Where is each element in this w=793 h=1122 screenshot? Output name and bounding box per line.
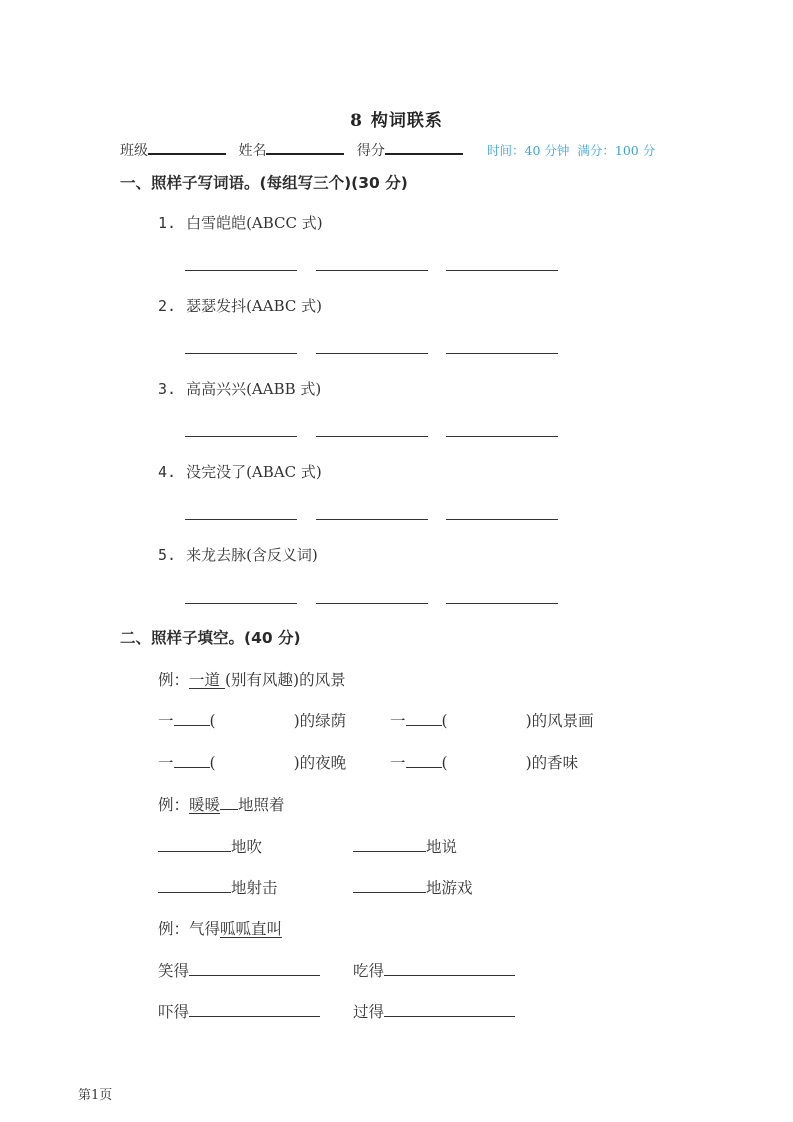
item-index: 1. (158, 214, 177, 232)
fill-item (158, 876, 278, 898)
example-lead: 气得 (189, 920, 221, 938)
example-suffix: 的风景 (299, 671, 346, 689)
open-paren: ( (209, 712, 216, 730)
lesson-title: 构词联系 (370, 111, 443, 131)
answer-line[interactable] (316, 436, 428, 437)
fill-suffix: 地游戏 (426, 879, 473, 897)
fill-blank[interactable] (174, 752, 210, 768)
full-score: 满分：100 分 (577, 143, 656, 158)
fill-suffix: 地说 (426, 838, 458, 856)
answer-line[interactable] (446, 603, 558, 604)
exam-meta (487, 141, 655, 159)
answer-line[interactable] (185, 519, 297, 520)
answer-line[interactable] (446, 270, 558, 271)
example-answer: 呱呱直叫 (220, 920, 283, 938)
open-paren: ( (441, 712, 448, 730)
answer-line[interactable] (316, 603, 428, 604)
fill-item (353, 835, 457, 857)
fill-suffix: 地射击 (231, 879, 278, 897)
open-paren: ( (209, 754, 216, 772)
answer-line[interactable] (446, 519, 558, 520)
fill-prefix: 一 (158, 754, 174, 772)
section1-item-4 (158, 461, 322, 482)
name-label: 姓名 (238, 143, 267, 159)
fill-item (158, 751, 346, 773)
item-text: 没完没了(ABAC 式) (186, 463, 322, 481)
fill-item (390, 709, 594, 731)
fill-blank[interactable] (189, 1001, 320, 1017)
close-paren: ) (525, 754, 532, 772)
answer-line[interactable] (446, 436, 558, 437)
section1-heading: 一、照样子写词语。(每组写三个)(30 分) (120, 174, 408, 192)
item-index: 3. (158, 380, 177, 398)
time-limit: 时间：40 分钟 (487, 143, 570, 158)
example-answer: 暖暖 (189, 796, 221, 814)
fill-blank[interactable] (406, 710, 442, 726)
page-title (0, 106, 793, 131)
fill-blank[interactable] (158, 877, 231, 893)
item-text: 来龙去脉(含反义词) (186, 546, 318, 564)
fill-prefix: 一 (390, 754, 406, 772)
fill-prefix: 吓得 (158, 1003, 190, 1021)
fill-suffix: 的香味 (531, 754, 579, 772)
fill-prefix: 一 (158, 712, 174, 730)
fill-suffix: 的夜晚 (299, 754, 347, 772)
answer-line[interactable] (185, 353, 297, 354)
answer-line[interactable] (316, 353, 428, 354)
fill-item (390, 751, 578, 773)
fill-prefix: 过得 (353, 1003, 385, 1021)
section2-heading: 二、照样子填空。(40 分) (120, 629, 301, 647)
fill-item (353, 959, 515, 981)
lesson-number: 8 (350, 111, 363, 131)
item-index: 4. (158, 463, 177, 481)
fill-suffix: 的风景画 (531, 712, 594, 730)
fill-suffix: 的绿荫 (299, 712, 347, 730)
item-text: 白雪皑皑(ABCC 式) (186, 214, 323, 232)
example-middle: (别有风趣) (224, 671, 300, 689)
student-info-row (120, 139, 471, 160)
example-answer: 一道 (189, 671, 221, 689)
section1-item-2 (158, 295, 322, 316)
fill-item (158, 1000, 320, 1022)
item-text: 高高兴兴(AABB 式) (186, 380, 322, 398)
fill-blank[interactable] (189, 960, 320, 976)
answer-line[interactable] (316, 270, 428, 271)
fill-prefix: 笑得 (158, 962, 190, 980)
open-paren: ( (441, 754, 448, 772)
example-2 (158, 793, 285, 815)
section1-item-3 (158, 378, 321, 399)
close-paren: ) (293, 754, 300, 772)
close-paren: ) (293, 712, 300, 730)
fill-item (158, 959, 320, 981)
fill-blank[interactable] (406, 752, 442, 768)
section1-item-1 (158, 212, 323, 233)
fill-suffix: 地吹 (231, 838, 263, 856)
answer-line[interactable] (185, 270, 297, 271)
fill-item (158, 835, 262, 857)
item-text: 瑟瑟发抖(AABC 式) (186, 297, 322, 315)
example-suffix: 地照着 (238, 796, 285, 814)
fill-blank[interactable] (384, 1001, 515, 1017)
score-label: 得分 (356, 143, 385, 159)
item-index: 2. (158, 297, 177, 315)
fill-prefix: 一 (390, 712, 406, 730)
answer-line[interactable] (446, 353, 558, 354)
fill-item (353, 876, 473, 898)
class-label: 班级 (120, 143, 148, 159)
fill-blank[interactable] (384, 960, 515, 976)
fill-item (158, 709, 346, 731)
answer-line[interactable] (185, 603, 297, 604)
example-prefix: 例： (158, 920, 190, 938)
example-prefix: 例： (158, 796, 190, 814)
fill-prefix: 吃得 (353, 962, 385, 980)
example-answer-tail (220, 795, 238, 810)
fill-blank[interactable] (158, 836, 231, 852)
fill-blank[interactable] (353, 836, 426, 852)
answer-line[interactable] (316, 519, 428, 520)
close-paren: ) (525, 712, 532, 730)
example-1 (158, 668, 346, 690)
item-index: 5. (158, 546, 177, 564)
page-number: 第1页 (78, 1088, 113, 1103)
example-3 (158, 917, 282, 939)
section1-item-5 (158, 544, 318, 565)
fill-item (353, 1000, 515, 1022)
name-field[interactable] (266, 139, 344, 155)
fill-blank[interactable] (353, 877, 426, 893)
answer-line[interactable] (185, 436, 297, 437)
fill-blank[interactable] (174, 710, 210, 726)
example-prefix: 例： (158, 671, 190, 689)
score-field[interactable] (385, 139, 463, 155)
class-field[interactable] (148, 139, 226, 155)
